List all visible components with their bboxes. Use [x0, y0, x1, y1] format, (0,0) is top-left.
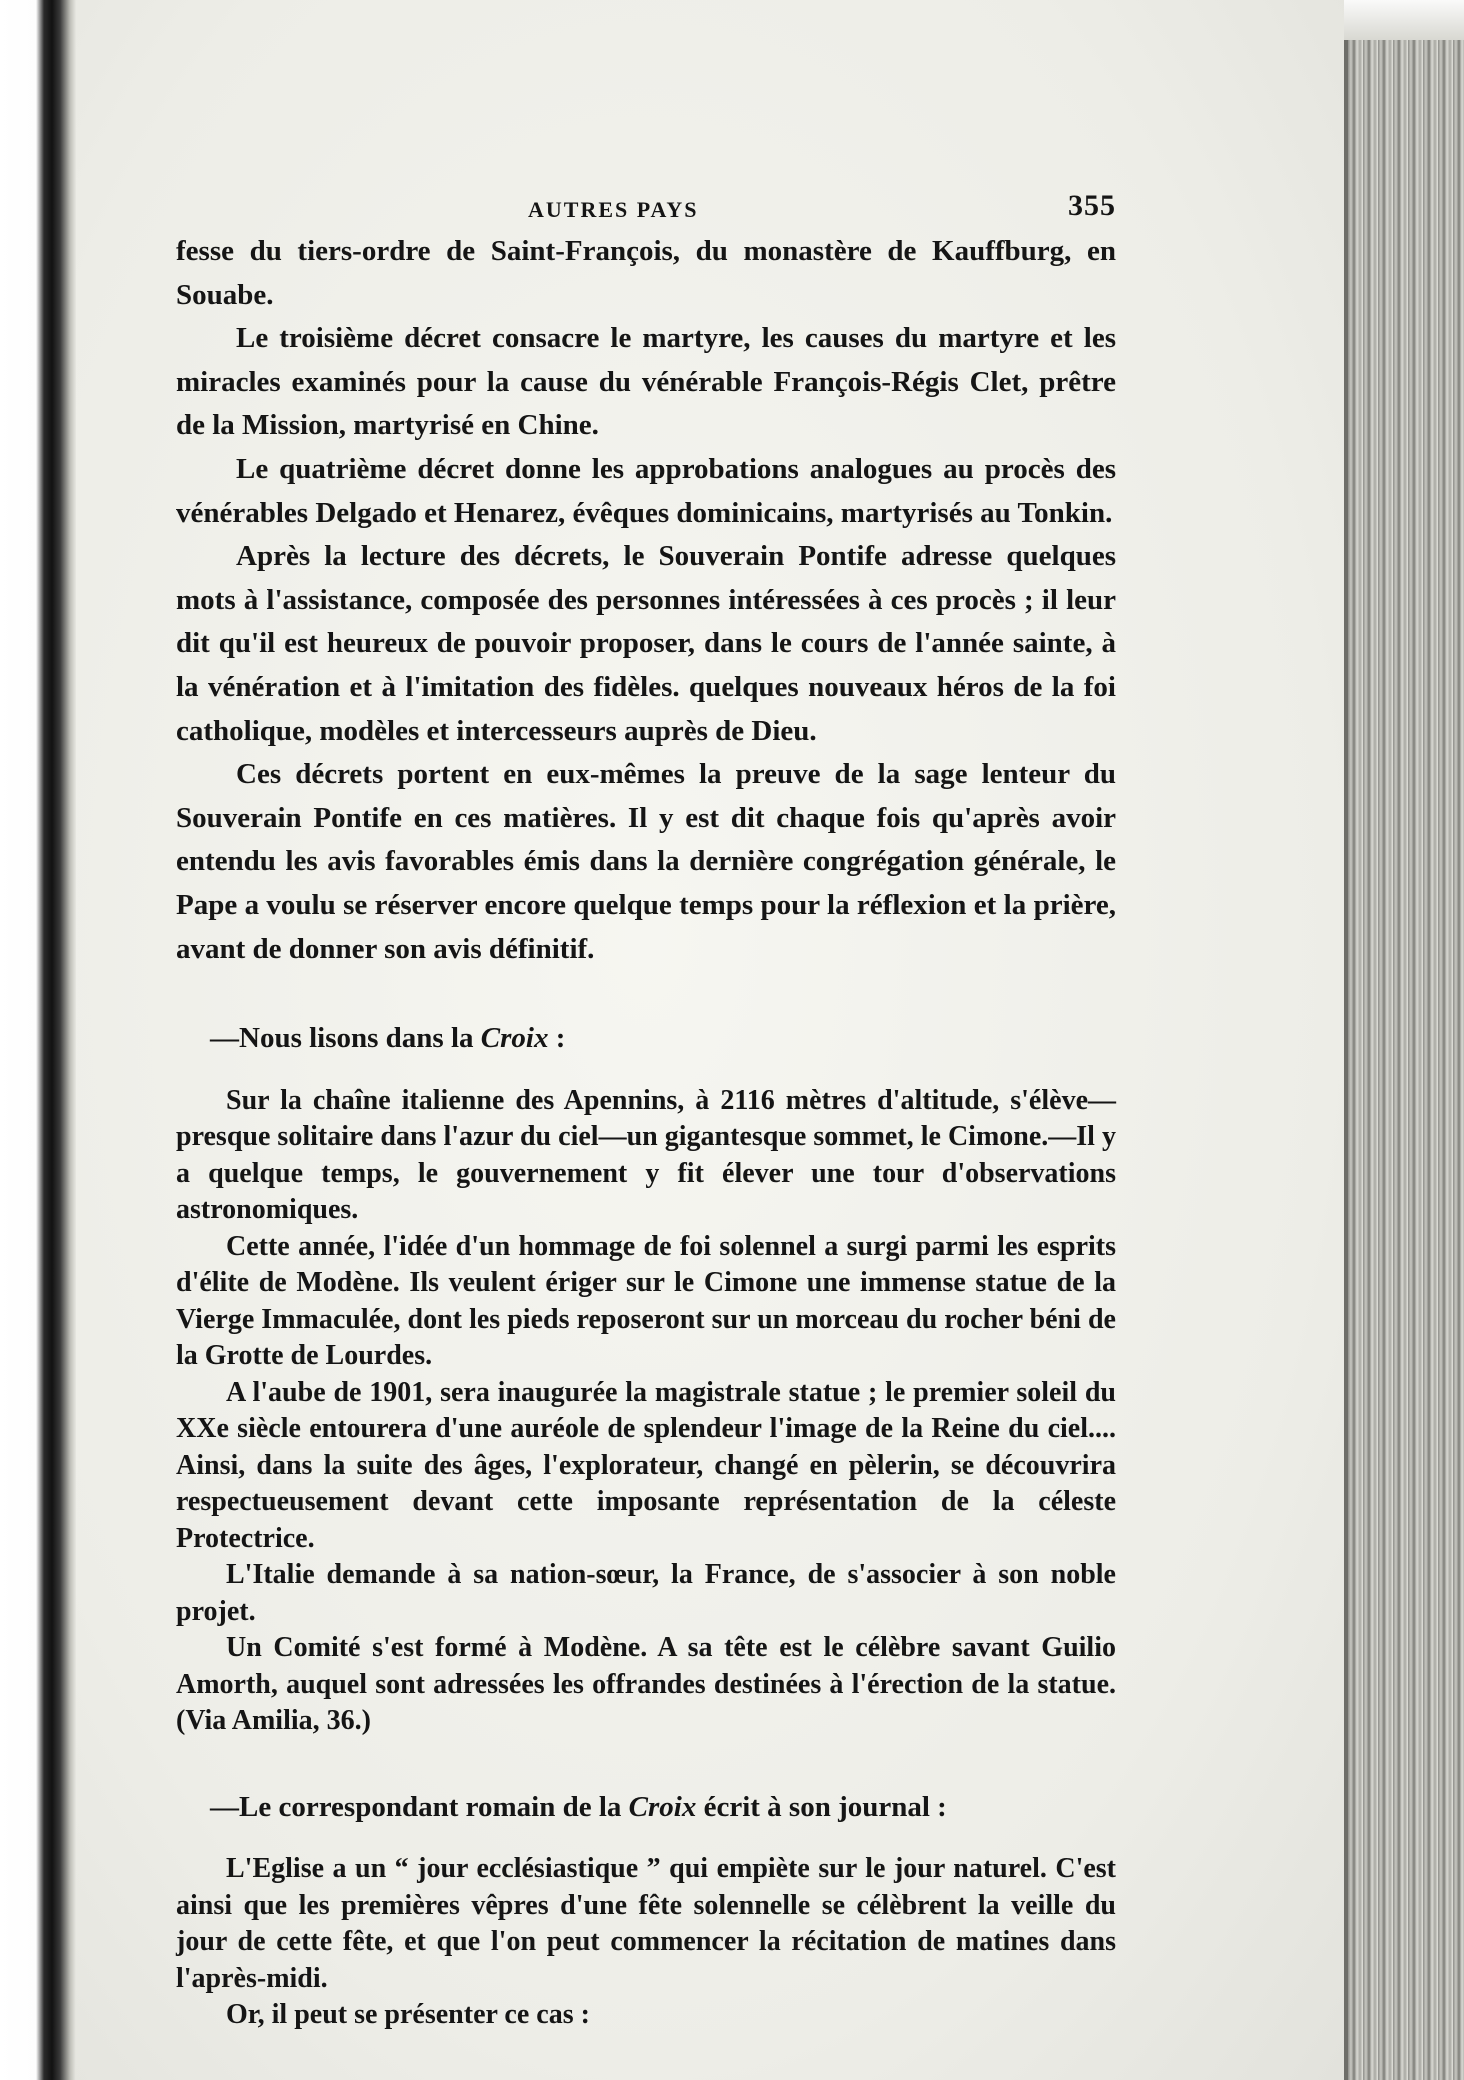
book-binding-edge	[0, 0, 76, 2080]
running-head	[176, 180, 1116, 230]
paragraph-decrees-proof: Ces décrets portent en eux-mêmes la preuve de la sage lenteur du Souverain Pontife en ces matières. Il y est dit chaque fois qu'après avoir entendu les avis favorables émis dans la dernière congrégation générale, le Pape a voulu se réserver encore quelque temps pour la réflexion et la prière, avant de donner son avis définitif.	[176, 758, 1116, 965]
running-title: AUTRES PAYS	[528, 197, 699, 222]
quote-cimone	[176, 1083, 1116, 1740]
source-title: Croix	[480, 1022, 549, 1055]
quote-paragraph: Or, il peut se présenter ce cas :	[226, 1999, 590, 2031]
paragraph-fourth-decree: Le quatrième décret donne les approbations analogues au procès des vénérables Delgado et Henarez, évêques dominicains, martyrisés au Tonkin.	[176, 452, 1116, 529]
page-text	[176, 180, 1116, 2034]
page-number: 355	[1068, 189, 1116, 222]
quote-jour-ecclesiastique	[176, 1851, 1116, 2034]
page-stack-top	[1344, 0, 1464, 40]
croix-intro-2: —Le correspondant romain de la Croix écrit à son journal :	[210, 1790, 947, 1823]
quote-paragraph: Un Comité s'est formé à Modène. A sa tête est le célèbre savant Guilio Amorth, auquel sont adressées les offrandes destinées à l'érection de la statue. (Via Amilia, 36.)	[176, 1632, 1116, 1737]
paragraph-lecture: Après la lecture des décrets, le Souverain Pontife adresse quelques mots à l'assistance, composée des personnes intéressées à ces procès ; il leur dit qu'il est heureux de pouvoir proposer, dans le cours de l'année sainte, à la vénération et à l'imitation des fidèles. quelques nouveaux héros de la foi catholique, modèles et intercesseurs auprès de Dieu.	[176, 540, 1116, 747]
quote-paragraph: L'Italie demande à sa nation-sœur, la France, de s'associer à son noble projet.	[176, 1559, 1116, 1627]
quote-paragraph: Sur la chaîne italienne des Apennins, à 2116 mètres d'altitude, s'élève—presque solitaire dans l'azur du ciel—un gigantesque sommet, le Cimone.—Il y a quelque temps, le gouvernement y fit élever une tour d'observations astronomiques.	[176, 1084, 1116, 1226]
quote-paragraph: L'Eglise a un “ jour ecclésiastique ” qui empiète sur le jour naturel. C'est ainsi que les premières vêpres d'une fête solennelle se célèbrent la veille du jour de cette fête, et que l'on peut commencer la récitation de matines dans l'après-midi.	[176, 1853, 1116, 1994]
source-title: Croix	[628, 1790, 697, 1823]
paragraph-continuation: fesse du tiers-ordre de Saint-François, du monastère de Kauffburg, en Souabe.	[176, 235, 1116, 311]
paragraph-third-decree: Le troisième décret consacre le martyre, les causes du martyre et les miracles examinés pour la cause du vénérable François-Régis Clet, prêtre de la Mission, martyrisé en Chine.	[176, 322, 1116, 442]
page-stack-edges	[1344, 40, 1464, 2080]
quote-paragraph: A l'aube de 1901, sera inaugurée la magistrale statue ; le premier soleil du XXe siècle entourera d'une auréole de splendeur l'image de la Reine du ciel.... Ainsi, dans la suite des âges, l'explorateur, changé en pèlerin, se découvrira respectueusement devant cette imposante représentation de la céleste Protectrice.	[176, 1376, 1116, 1554]
quote-paragraph: Cette année, l'idée d'un hommage de foi solennel a surgi parmi les esprits d'élite de Modène. Ils veulent ériger sur le Cimone une immense statue de la Vierge Immaculée, dont les pieds reposeront sur un morceau du rocher béni de la Grotte de Lourdes.	[176, 1230, 1116, 1372]
croix-intro-1: —Nous lisons dans la Croix :	[210, 1022, 566, 1055]
